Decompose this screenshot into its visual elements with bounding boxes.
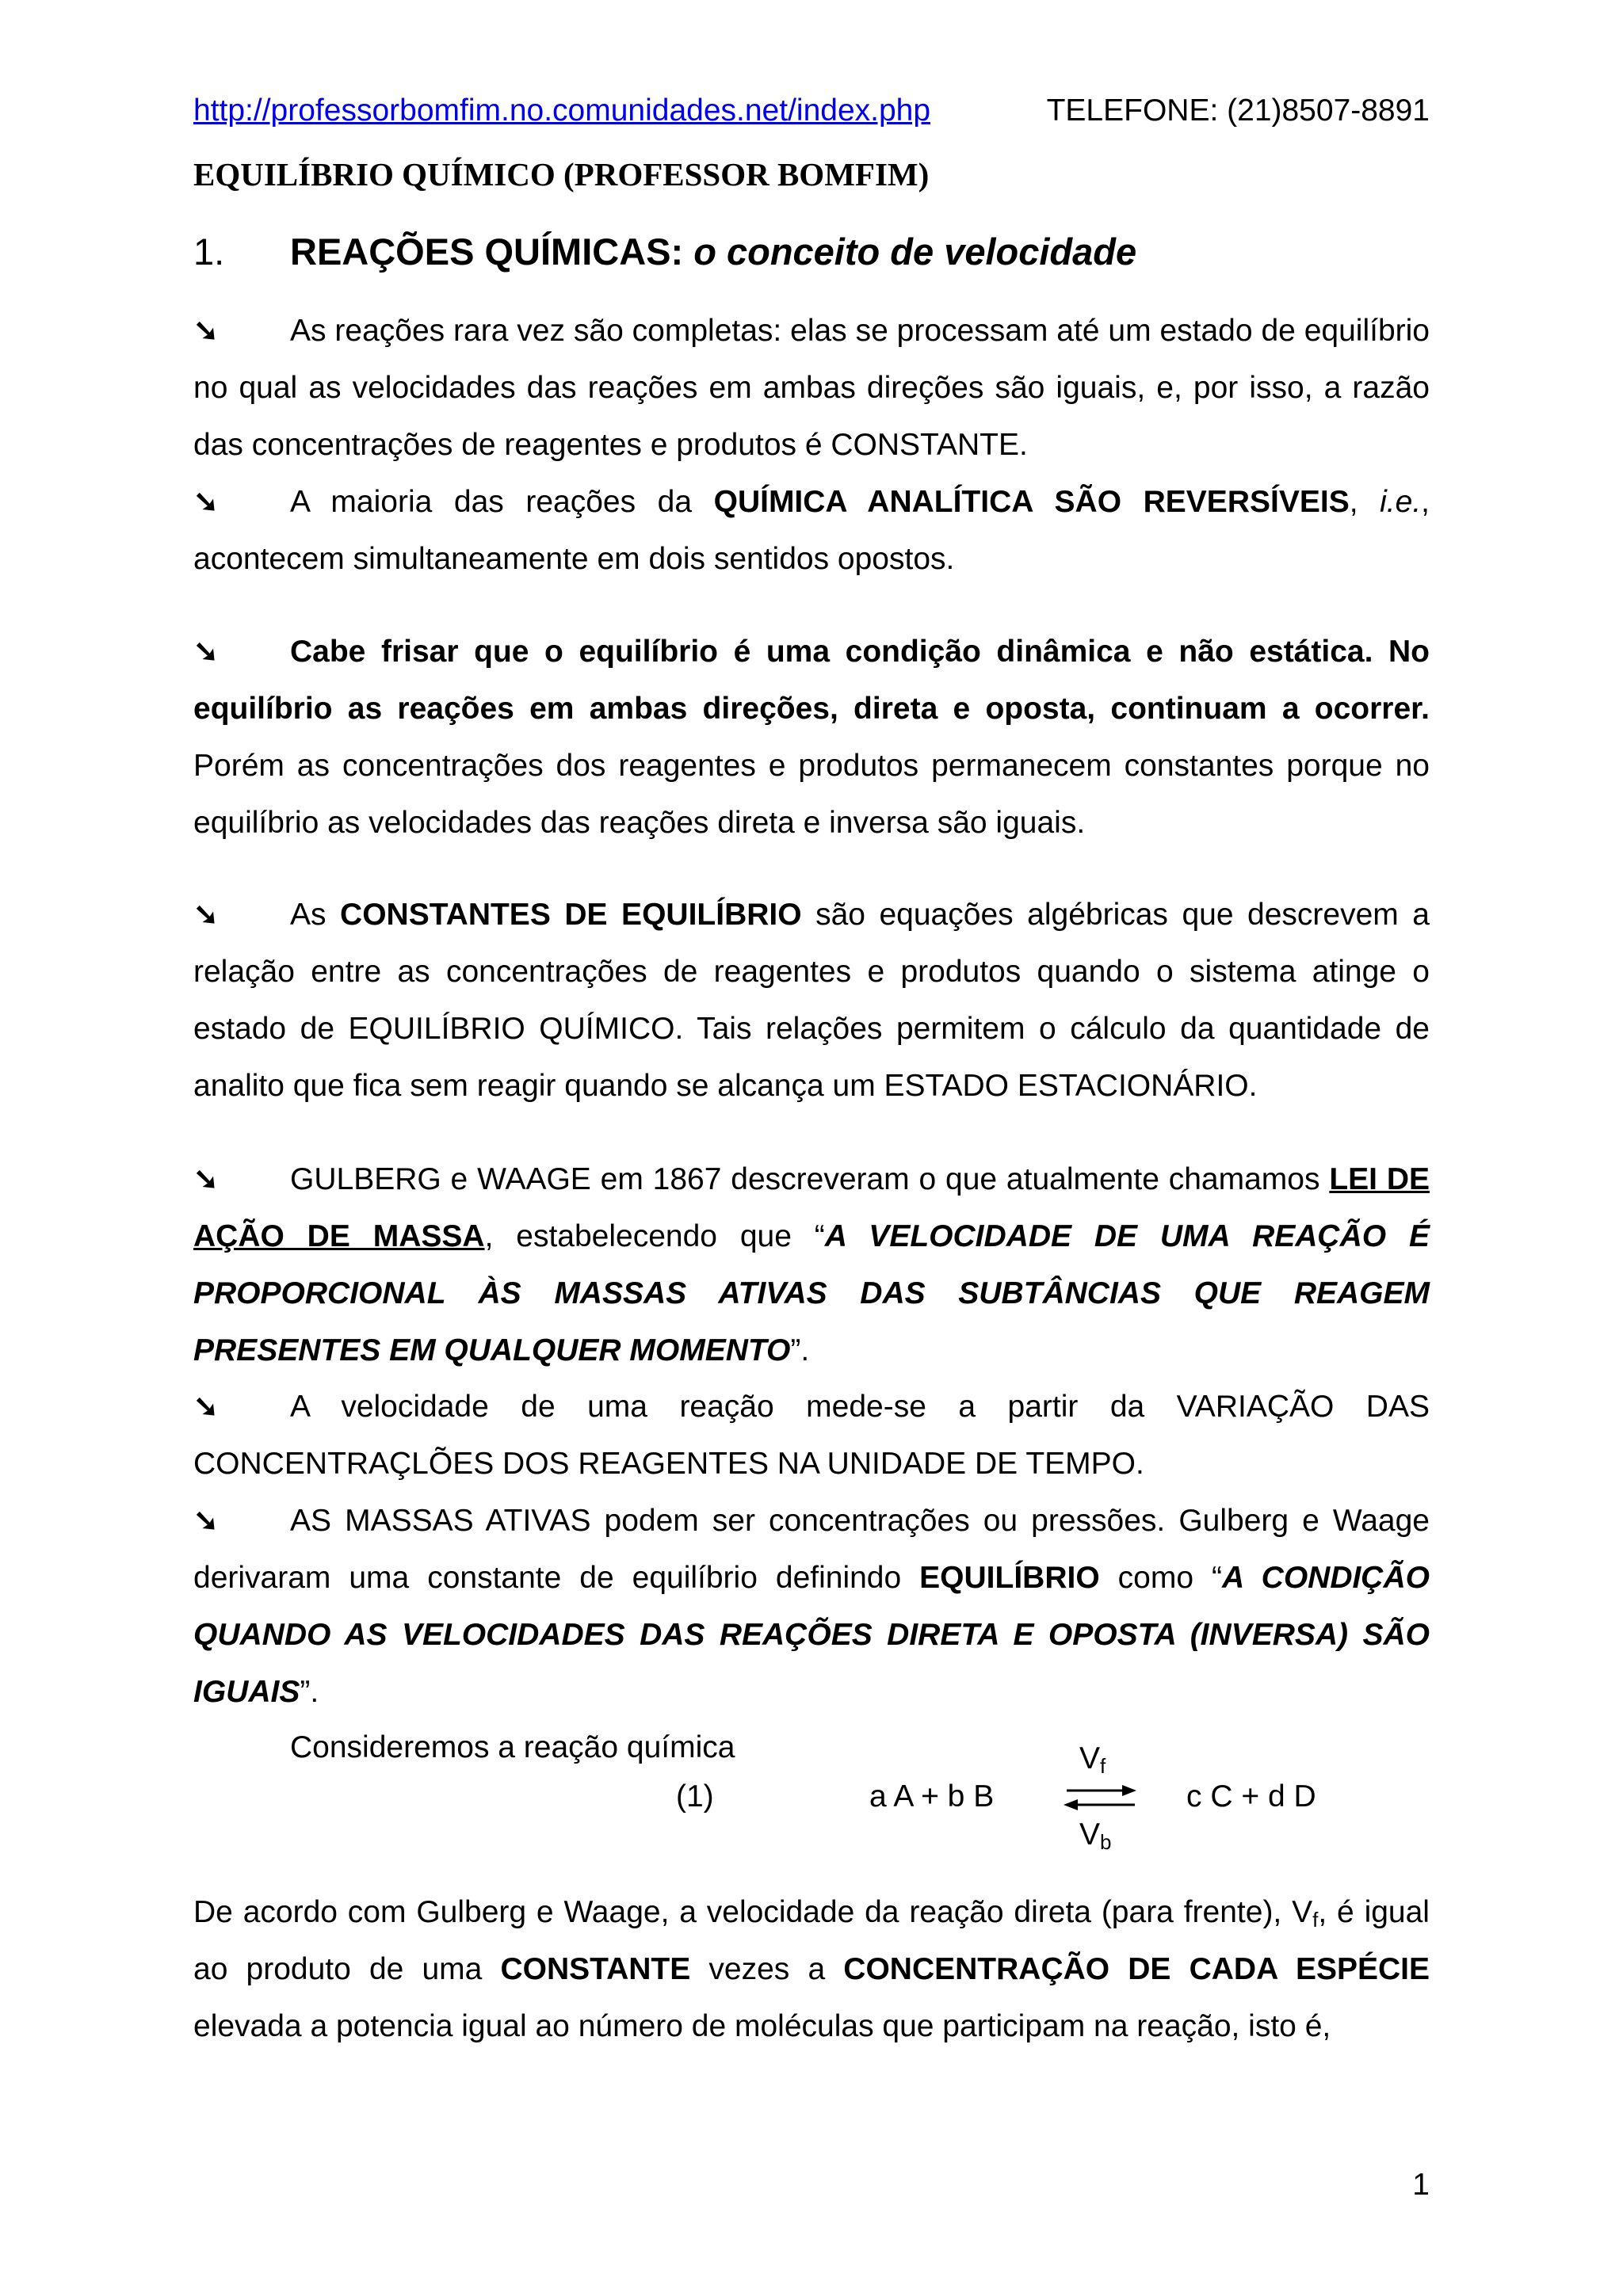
paragraph-2-text-a: A maioria das reações da bbox=[290, 485, 714, 519]
bullet-arrow-icon: ➘ bbox=[193, 1163, 219, 1196]
paragraph-9-subscript: f bbox=[1312, 1908, 1319, 1932]
paragraph-9-bold-e: CONCENTRAÇÃO DE CADA ESPÉCIE bbox=[843, 1952, 1430, 1986]
forward-rate-symbol: V bbox=[1079, 1741, 1101, 1775]
paragraph-9-text-a: De acordo com Gulberg e Waage, a velocidade da reação direta (para frente), V bbox=[193, 1895, 1313, 1929]
paragraph-5-text-c: , estabelecendo que “ bbox=[484, 1219, 825, 1253]
section-heading bbox=[193, 230, 1136, 273]
equation-reactants: a A + b B bbox=[869, 1779, 995, 1814]
equilibrium-arrows-icon bbox=[1060, 1778, 1141, 1817]
paragraph-7-text-c: como “ bbox=[1099, 1561, 1222, 1595]
header-phone: TELEFONE: (21)8507-8891 bbox=[1046, 93, 1430, 128]
bullet-arrow-icon: ➘ bbox=[193, 898, 219, 932]
paragraph-5-text-a: GULBERG e WAAGE em 1867 descreveram o que atualmente chamamos bbox=[290, 1162, 1330, 1196]
paragraph-1-text: As reações rara vez são completas: elas se processam até um estado de equilíbrio no qual as velocidades das reações em ambas direções são iguais, e, por isso, a razão das concentrações de reagentes e produtos é CONSTANTE. bbox=[193, 314, 1430, 462]
equation-products: c C + d D bbox=[1186, 1779, 1316, 1814]
paragraph-7-text-e: ”. bbox=[300, 1675, 319, 1709]
paragraph-2-text-e: , acontecem simultaneamente em dois sentidos opostos. bbox=[193, 485, 1430, 576]
equation-number: (1) bbox=[676, 1779, 714, 1814]
paragraph-3-bold: Cabe frisar que o equilíbrio é uma condição dinâmica e não estática. No equilíbrio as reações em ambas direções, direta e oposta, continuam a ocorrer. bbox=[193, 635, 1430, 726]
bullet-arrow-icon: ➘ bbox=[193, 1390, 219, 1424]
header-url-link[interactable]: http://professorbomfim.no.comunidades.net/index.php bbox=[193, 93, 931, 128]
bullet-arrow-icon: ➘ bbox=[193, 315, 219, 348]
paragraph-1 bbox=[193, 303, 1430, 474]
paragraph-8 bbox=[193, 1719, 1430, 1776]
document-subtitle: EQUILÍBRIO QUÍMICO (PROFESSOR BOMFIM) bbox=[193, 156, 930, 193]
paragraph-9 bbox=[193, 1884, 1430, 2055]
paragraph-9-text-f: elevada a potencia igual ao número de moléculas que participam na reação, isto é, bbox=[193, 2009, 1331, 2043]
backward-rate-label bbox=[1079, 1817, 1111, 1852]
paragraph-5-bold-underline: LEI DE AÇÃO DE MASSA bbox=[193, 1162, 1430, 1253]
paragraph-2 bbox=[193, 474, 1430, 588]
backward-rate-subscript: b bbox=[1100, 1830, 1112, 1854]
paragraph-3 bbox=[193, 624, 1430, 852]
paragraph-4 bbox=[193, 887, 1430, 1115]
section-title-italic: o conceito de velocidade bbox=[693, 231, 1137, 273]
forward-rate-subscript: f bbox=[1100, 1754, 1106, 1778]
forward-rate-label bbox=[1079, 1741, 1106, 1776]
paragraph-2-text-c: , bbox=[1349, 485, 1381, 519]
page-number: 1 bbox=[1412, 2168, 1430, 2202]
section-number: 1. bbox=[193, 231, 225, 273]
paragraph-9-bold-c: CONSTANTE bbox=[500, 1952, 691, 1986]
paragraph-5-quote: A VELOCIDADE DE UMA REAÇÃO É PROPORCIONAL ÀS MASSAS ATIVAS DAS SUBTÂNCIAS QUE REAGEM PRESENTES EM QUALQUER MOMENTO bbox=[193, 1219, 1430, 1367]
paragraph-4-text-c: são equações algébricas que descrevem a relação entre as concentrações de reagentes e produtos quando o sistema atinge o estado de EQUILÍBRIO QUÍMICO. Tais relações permitem o cálculo da quantidade de analito que fica sem reagir quando se alcança um ESTADO ESTACIONÁRIO. bbox=[193, 898, 1430, 1103]
paragraph-8-text: Consideremos a reação química bbox=[290, 1730, 735, 1764]
paragraph-2-bold: QUÍMICA ANALÍTICA SÃO REVERSÍVEIS bbox=[713, 485, 1350, 519]
paragraph-4-bold: CONSTANTES DE EQUILÍBRIO bbox=[340, 898, 802, 932]
paragraph-3-text: Porém as concentrações dos reagentes e produtos permanecem constantes porque no equilíbrio as velocidades das reações direta e inversa são iguais. bbox=[193, 749, 1430, 840]
paragraph-5 bbox=[193, 1151, 1430, 1379]
paragraph-7-text-a: AS MASSAS ATIVAS podem ser concentrações ou pressões. Gulberg e Waage derivaram uma constante de equilíbrio definindo bbox=[193, 1504, 1430, 1595]
paragraph-7 bbox=[193, 1493, 1430, 1721]
bullet-arrow-icon: ➘ bbox=[193, 486, 219, 519]
paragraph-7-quote: A CONDIÇÃO QUANDO AS VELOCIDADES DAS REAÇÕES DIRETA E OPOSTA (INVERSA) SÃO IGUAIS bbox=[193, 1561, 1430, 1709]
paragraph-9-text-d: vezes a bbox=[690, 1952, 844, 1986]
backward-rate-symbol: V bbox=[1079, 1817, 1101, 1852]
paragraph-6 bbox=[193, 1379, 1430, 1493]
paragraph-9-text-b: , é igual ao produto de uma bbox=[193, 1895, 1430, 1986]
paragraph-5-text-e: ”. bbox=[790, 1333, 810, 1367]
paragraph-7-bold: EQUILÍBRIO bbox=[919, 1561, 1100, 1595]
paragraph-2-italic: i.e. bbox=[1380, 485, 1422, 519]
bullet-arrow-icon: ➘ bbox=[193, 1505, 219, 1538]
paragraph-6-text: A velocidade de uma reação mede-se a partir da VARIAÇÃO DAS CONCENTRAÇLÕES DOS REAGENTES NA UNIDADE DE TEMPO. bbox=[193, 1390, 1430, 1481]
paragraph-4-text-a: As bbox=[290, 898, 341, 932]
page-header bbox=[193, 93, 1430, 138]
section-title-bold: REAÇÕES QUÍMICAS: bbox=[290, 231, 684, 273]
bullet-arrow-icon: ➘ bbox=[193, 635, 219, 669]
